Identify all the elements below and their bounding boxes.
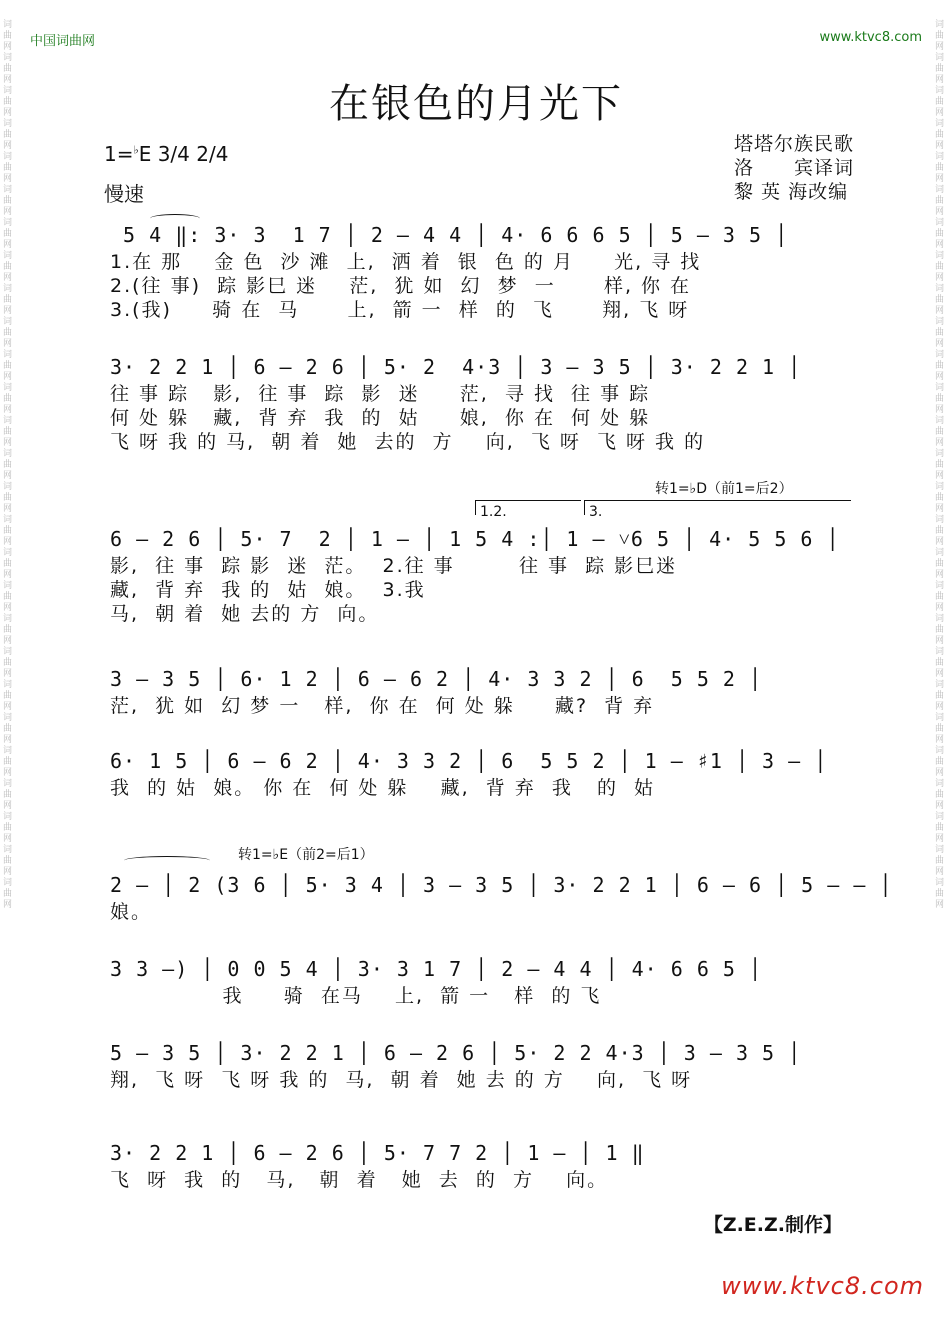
- lyric-line-3: 飞 呀 我 的 马, 朝 着 她 去的 方 向, 飞 呀 飞 呀 我 的: [110, 431, 706, 453]
- score-system-4: [110, 664, 850, 718]
- lyric-line-1: 飞 呀 我 的 马, 朝 着 她 去 的 方 向。: [110, 1169, 609, 1191]
- lyric-line-2: 2.(往 事) 踪 影巳 迷 茫, 犹 如 幻 梦 一 样, 你 在: [110, 275, 692, 297]
- score-system-9: [110, 1138, 850, 1192]
- notes-line: 6· 1 5 │ 6 — 6 2 │ 4· 3 3 2 │ 6 5 5 2 │ 1 — ♯1 │ 3 — │: [110, 749, 828, 773]
- credit-arranger: 黎 英 海改编: [734, 181, 849, 203]
- score-system-1: [110, 220, 850, 322]
- notes-line: 5 4 ‖: 3· 3 1 7 │ 2 — 4 4 │ 4· 6 6 6 5 │ 5 — 3 5 │: [110, 223, 789, 247]
- lyric-line-1: 往 事 踪 影, 往 事 踪 影 迷 茫, 寻 找 往 事 踪: [110, 383, 651, 405]
- volta-bracket-1: [475, 500, 581, 520]
- notes-line: 3· 2 2 1 │ 6 — 2 6 │ 5· 7 7 2 │ 1 — │ 1 ‖: [110, 1141, 645, 1165]
- song-title: 在银色的月光下: [329, 81, 623, 127]
- notes-line: 3 — 3 5 │ 6· 1 2 │ 6 — 6 2 │ 4· 3 3 2 │ 6 5 5 2 │: [110, 667, 763, 691]
- maker-credit: 【Z.E.Z.制作】: [703, 1214, 842, 1236]
- volta-label-2: 3.: [589, 504, 603, 520]
- key-note: E: [138, 142, 152, 166]
- score-system-8: [110, 1038, 850, 1092]
- notes-line: 5 — 3 5 │ 3· 2 2 1 │ 6 — 2 6 │ 5· 2 2 4·3 │ 3 — 3 5 │: [110, 1041, 802, 1065]
- side-watermark-right: 词曲网词曲网词曲网词曲网词曲网词曲网词曲网词曲网词曲网词曲网词曲网词曲网词曲网词曲网词曲网词曲网词曲网词曲网词曲网词曲网词曲网词曲网词曲网词曲网词曲网词曲网词曲网: [935, 20, 945, 910]
- lyric-line-1: 影, 往 事 踪 影 迷 茫。 2.往 事 往 事 踪 影巳迷: [110, 555, 678, 577]
- volta-label-1: 1.2.: [480, 504, 507, 520]
- score-system-7: [110, 954, 850, 1008]
- modulation-note: 转1=♭D（前1=后2）: [655, 481, 793, 497]
- side-watermark-left: 词曲网词曲网词曲网词曲网词曲网词曲网词曲网词曲网词曲网词曲网词曲网词曲网词曲网词曲网词曲网词曲网词曲网词曲网词曲网词曲网词曲网词曲网词曲网词曲网词曲网词曲网词曲网: [3, 20, 13, 910]
- volta-bracket-2: [584, 500, 851, 520]
- lyric-line-1: 1.在 那 金 色 沙 滩 上, 洒 着 银 色 的 月 光, 寻 找: [110, 251, 702, 273]
- notes-line: 2 — │ 2 (3 6 │ 5· 3 4 │ 3 — 3 5 │ 3· 2 2 1 │ 6 — 6 │ 5 — — │: [110, 873, 893, 897]
- flat-sign: ♭: [133, 143, 139, 157]
- lyric-line-2: 藏, 背 弃 我 的 姑 娘。 3.我: [110, 579, 426, 601]
- modulation-note: 转1=♭E（前2=后1）: [238, 847, 374, 863]
- credit-origin: 塔塔尔族民歌: [734, 133, 855, 155]
- lyric-line-3: 马, 朝 着 她 去的 方 向。: [110, 603, 380, 625]
- lyric-line-1: 我 的 姑 娘。 你 在 何 处 躲 藏, 背 弃 我 的 姑: [110, 777, 656, 799]
- tie: [124, 856, 210, 865]
- credit-lyricist: 洛 宾译词: [734, 157, 855, 179]
- site-name-left[interactable]: 中国词曲网: [30, 34, 96, 49]
- lyric-line-1: 茫, 犹 如 幻 梦 一 样, 你 在 何 处 躲 藏? 背 弃: [110, 695, 655, 717]
- key-signature: [104, 142, 228, 166]
- tempo-marking: 慢速: [104, 182, 144, 206]
- time-signature: 3/4 2/4: [157, 142, 229, 166]
- site-logo[interactable]: www.ktvc8.com: [721, 1272, 924, 1300]
- slur: [150, 214, 200, 223]
- score-system-2: [110, 352, 850, 454]
- notes-line: 3· 2 2 1 │ 6 — 2 6 │ 5· 2 4·3 │ 3 — 3 5 │ 3· 2 2 1 │: [110, 355, 802, 379]
- score-system-3: [110, 478, 850, 626]
- key-prefix: 1=: [104, 142, 134, 166]
- score-system-6: [110, 844, 893, 924]
- notes-line: 3 3 —) │ 0 0 5 4 │ 3· 3 1 7 │ 2 — 4 4 │ 4· 6 6 5 │: [110, 957, 763, 981]
- notes-line: 6 — 2 6 │ 5· 7 2 │ 1 — │ 1 5 4 :│ 1 — ˅6 5 │ 4· 5 5 6 │: [110, 527, 840, 551]
- lyric-line-3: 3.(我) 骑 在 马 上, 箭 一 样 的 飞 翔, 飞 呀: [110, 299, 690, 321]
- score-system-5: [110, 746, 850, 800]
- lyric-line-1: 娘。: [110, 901, 153, 923]
- lyric-line-1: 我 骑 在马 上, 箭 一 样 的 飞: [110, 985, 602, 1007]
- site-url-right[interactable]: www.ktvc8.com: [819, 30, 922, 45]
- lyric-line-2: 何 处 躲 藏, 背 弃 我 的 姑 娘, 你 在 何 处 躲: [110, 407, 651, 429]
- credits-block: [734, 132, 854, 204]
- lyric-line-1: 翔, 飞 呀 飞 呀 我 的 马, 朝 着 她 去 的 方 向, 飞 呀: [110, 1069, 693, 1091]
